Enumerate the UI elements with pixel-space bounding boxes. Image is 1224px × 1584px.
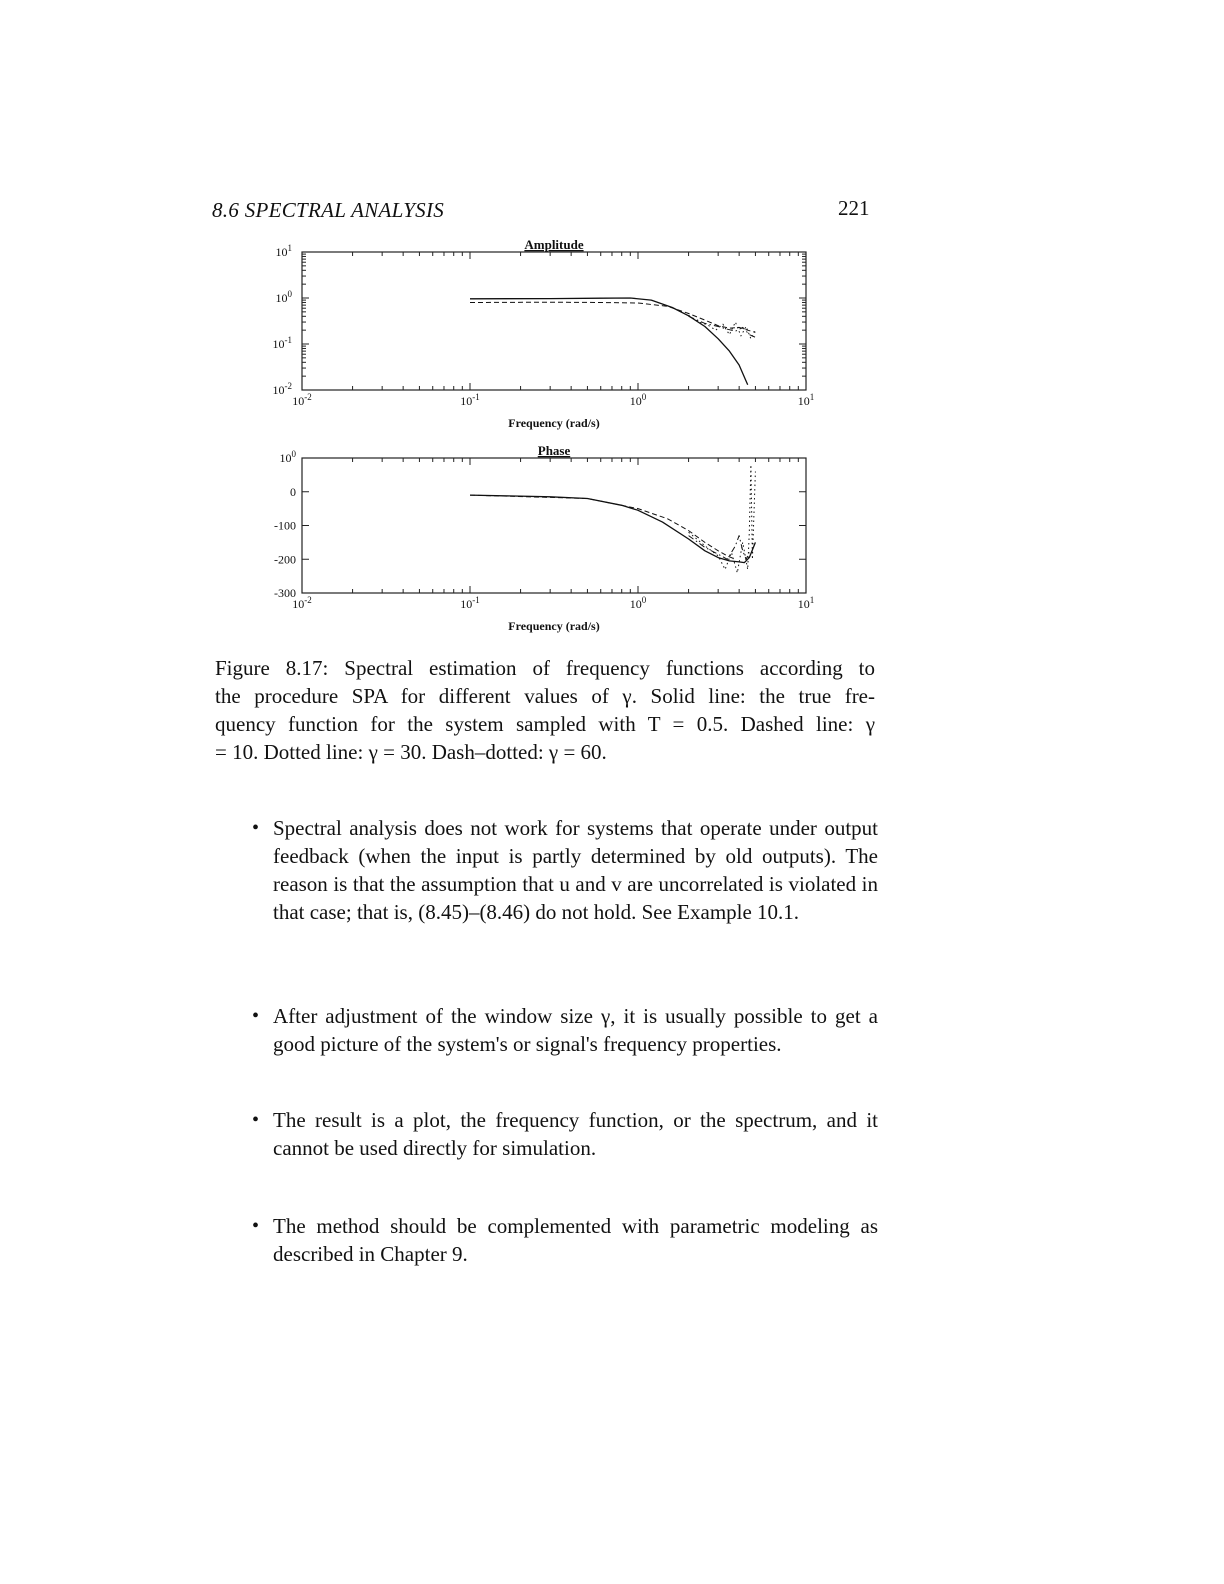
bullet-symbol: • — [252, 1109, 260, 1131]
caption-line: the procedure SPA for different values of γ. Solid line: the true fre- — [215, 684, 875, 708]
caption-line: = 10. Dotted line: γ = 30. Dash–dotted: γ = 60. — [215, 740, 607, 764]
y-tick-label: -100 — [274, 518, 296, 533]
y-tick-label: 0 — [290, 484, 296, 499]
bullet-item — [252, 814, 878, 926]
series-line-solid — [470, 495, 755, 562]
x-axis-label: Frequency (rad/s) — [508, 416, 600, 430]
x-axis-label: Frequency (rad/s) — [508, 619, 600, 633]
x-tick-label: $10^{-1}$ — [460, 392, 480, 408]
chart-title: Amplitude — [524, 237, 584, 252]
bullet-text: After adjustment of the window size γ, it is usually possible to get a good picture of the system's or signal's frequency properties. — [273, 1004, 878, 1056]
x-tick-label: $10^0$ — [629, 392, 647, 408]
series-line-dash-dot — [689, 316, 756, 337]
y-tick-label: $10^{-2}$ — [272, 381, 292, 397]
bullet-text: The method should be complemented with parametric modeling as described in Chapter 9. — [273, 1214, 878, 1266]
bullet-symbol: • — [252, 1215, 260, 1237]
bullet-symbol: • — [252, 1005, 260, 1027]
y-tick-label: $10^1$ — [275, 243, 292, 259]
x-tick-label: $10^1$ — [797, 392, 815, 408]
bullet-symbol: • — [252, 817, 260, 839]
y-tick-label: $10^0$ — [275, 289, 292, 305]
plot-frame — [302, 252, 806, 390]
x-tick-label: $10^1$ — [797, 595, 815, 611]
running-header-section: 8.6 SPECTRAL ANALYSIS — [212, 198, 445, 222]
caption-line: quency function for the system sampled with T = 0.5. Dashed line: γ — [215, 712, 875, 736]
series-line-dashed — [470, 495, 735, 559]
series-line-dash-dot — [689, 536, 750, 560]
phase-chart — [274, 443, 814, 633]
bullet-text: The result is a plot, the frequency function, or the spectrum, and it cannot be used directly for simulation. — [273, 1108, 878, 1160]
series-line-solid — [470, 298, 748, 385]
y-tick-label: -200 — [274, 552, 296, 567]
plot-frame — [302, 458, 806, 593]
x-tick-label: $10^{-1}$ — [460, 595, 480, 611]
chart-title: Phase — [537, 443, 571, 458]
bullet-text: Spectral analysis does not work for systems that operate under output feedback (when the input is partly determined by old outputs). The reason is that the assumption that u and v are uncorrelated is violated in that case; that is, (8.45)–(8.46) do not hold. See Example 10.1. — [273, 816, 878, 924]
caption-line: Figure 8.17: Spectral estimation of frequency functions according to — [215, 656, 875, 680]
figure-8-17 — [0, 230, 1224, 640]
figure-caption — [215, 654, 875, 766]
bullet-item — [252, 1002, 878, 1058]
y-tick-label: -300 — [274, 586, 296, 600]
bullet-item — [252, 1212, 878, 1268]
x-tick-label: $10^{-2}$ — [292, 595, 312, 611]
series-line-dotted — [689, 465, 756, 573]
bullet-item — [252, 1106, 878, 1162]
x-tick-label: $10^{-2}$ — [292, 392, 312, 408]
y-tick-label: $10^{-1}$ — [272, 335, 292, 351]
page-number: 221 — [838, 196, 870, 220]
x-tick-label: $10^0$ — [629, 595, 647, 611]
amplitude-chart — [273, 237, 815, 430]
y-tick-label: $10^0$ — [279, 449, 296, 465]
